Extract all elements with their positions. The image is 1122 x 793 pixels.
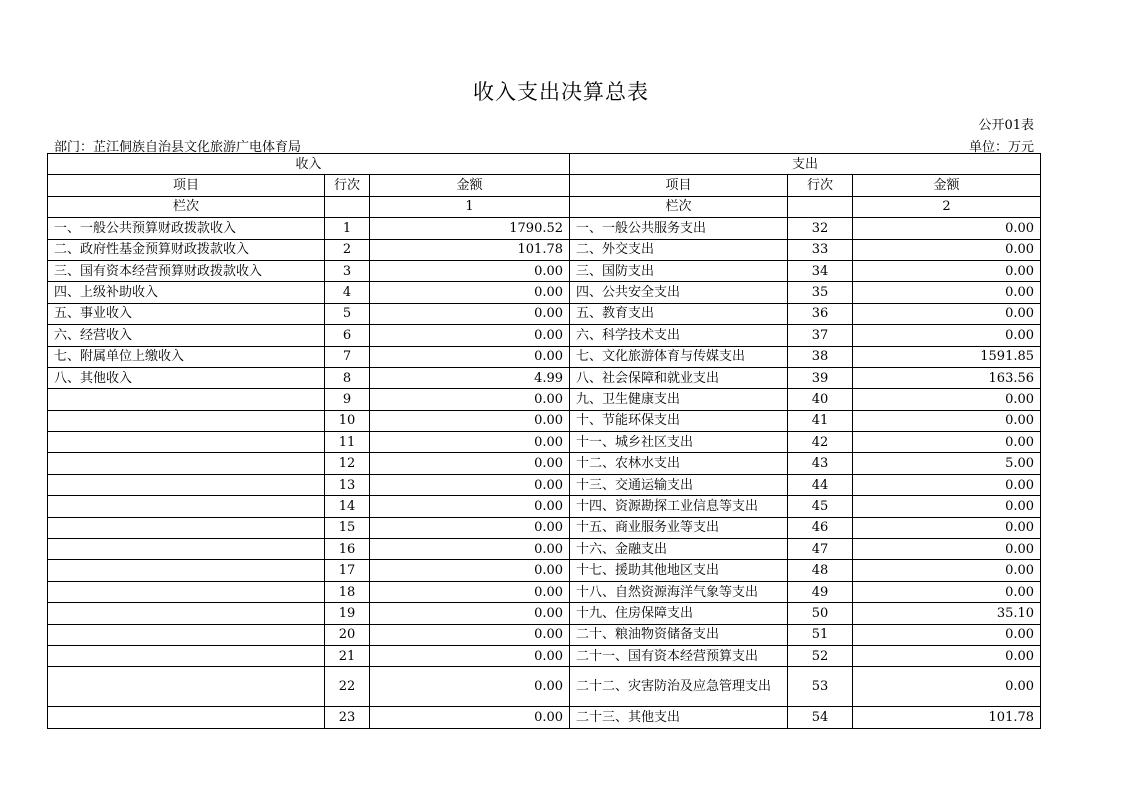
income-amount-cell: 0.00 bbox=[370, 624, 570, 645]
income-item-header: 项目 bbox=[48, 175, 325, 196]
income-line-cell: 15 bbox=[325, 517, 370, 538]
expense-line-cell: 39 bbox=[788, 367, 853, 388]
income-item-cell bbox=[48, 474, 325, 495]
income-line-cell: 12 bbox=[325, 453, 370, 474]
expense-item-cell: 五、教育支出 bbox=[570, 303, 788, 324]
expense-line-cell: 36 bbox=[788, 303, 853, 324]
expense-amount-cell: 0.00 bbox=[853, 474, 1041, 495]
expense-amount-header: 金额 bbox=[853, 175, 1041, 196]
expense-section-header: 支出 bbox=[570, 154, 1041, 175]
expense-amount-cell: 0.00 bbox=[853, 539, 1041, 560]
expense-item-cell: 二十三、其他支出 bbox=[570, 707, 788, 728]
table-row bbox=[48, 432, 1041, 453]
income-item-cell: 四、上级补助收入 bbox=[48, 282, 325, 303]
expense-item-cell: 二十、粮油物资储备支出 bbox=[570, 624, 788, 645]
income-line-cell: 13 bbox=[325, 474, 370, 495]
table-row bbox=[48, 260, 1041, 281]
income-amount-cell: 0.00 bbox=[370, 603, 570, 624]
expense-item-cell: 十六、金融支出 bbox=[570, 539, 788, 560]
expense-amount-cell: 0.00 bbox=[853, 517, 1041, 538]
income-item-cell bbox=[48, 624, 325, 645]
table-row bbox=[48, 346, 1041, 367]
expense-item-cell: 六、科学技术支出 bbox=[570, 325, 788, 346]
income-line-header: 行次 bbox=[325, 175, 370, 196]
expense-amount-cell: 163.56 bbox=[853, 367, 1041, 388]
income-line-cell: 4 bbox=[325, 282, 370, 303]
expense-item-cell: 十一、城乡社区支出 bbox=[570, 432, 788, 453]
income-line-cell: 2 bbox=[325, 239, 370, 260]
form-number: 公开01表 bbox=[978, 118, 1034, 133]
income-line-cell: 10 bbox=[325, 410, 370, 431]
income-amount-cell: 0.00 bbox=[370, 453, 570, 474]
expense-amount-cell: 35.10 bbox=[853, 603, 1041, 624]
expense-column-number: 2 bbox=[853, 196, 1041, 217]
income-amount-cell: 0.00 bbox=[370, 560, 570, 581]
expense-item-cell: 一、一般公共服务支出 bbox=[570, 218, 788, 239]
table-row bbox=[48, 667, 1041, 707]
income-amount-cell: 0.00 bbox=[370, 389, 570, 410]
income-item-cell bbox=[48, 389, 325, 410]
expense-item-cell: 十八、自然资源海洋气象等支出 bbox=[570, 581, 788, 602]
income-column-label: 栏次 bbox=[48, 196, 325, 217]
expense-line-cell: 33 bbox=[788, 239, 853, 260]
expense-line-cell: 54 bbox=[788, 707, 853, 728]
income-amount-cell: 4.99 bbox=[370, 367, 570, 388]
table-row bbox=[48, 282, 1041, 303]
income-amount-cell: 0.00 bbox=[370, 282, 570, 303]
expense-line-cell: 42 bbox=[788, 432, 853, 453]
expense-amount-cell: 0.00 bbox=[853, 389, 1041, 410]
income-item-cell: 七、附属单位上缴收入 bbox=[48, 346, 325, 367]
income-line-cell: 8 bbox=[325, 367, 370, 388]
income-amount-cell: 0.00 bbox=[370, 645, 570, 666]
income-amount-cell: 0.00 bbox=[370, 432, 570, 453]
table-row bbox=[48, 645, 1041, 666]
table-row bbox=[48, 389, 1041, 410]
table-row bbox=[48, 239, 1041, 260]
income-line-cell: 14 bbox=[325, 496, 370, 517]
income-item-cell bbox=[48, 496, 325, 517]
table-row bbox=[48, 410, 1041, 431]
expense-line-cell: 50 bbox=[788, 603, 853, 624]
income-item-cell: 二、政府性基金预算财政拨款收入 bbox=[48, 239, 325, 260]
income-line-cell: 23 bbox=[325, 707, 370, 728]
expense-item-cell: 八、社会保障和就业支出 bbox=[570, 367, 788, 388]
income-amount-cell: 0.00 bbox=[370, 474, 570, 495]
income-item-cell bbox=[48, 667, 325, 707]
table-row bbox=[48, 517, 1041, 538]
income-amount-cell: 0.00 bbox=[370, 539, 570, 560]
income-amount-cell: 0.00 bbox=[370, 496, 570, 517]
section-header-row bbox=[48, 154, 1041, 175]
income-line-cell: 3 bbox=[325, 260, 370, 281]
expense-item-cell: 十七、援助其他地区支出 bbox=[570, 560, 788, 581]
expense-amount-cell: 0.00 bbox=[853, 218, 1041, 239]
income-line-cell: 22 bbox=[325, 667, 370, 707]
expense-amount-cell: 0.00 bbox=[853, 432, 1041, 453]
expense-line-cell: 40 bbox=[788, 389, 853, 410]
expense-amount-cell: 1591.85 bbox=[853, 346, 1041, 367]
income-line-cell: 21 bbox=[325, 645, 370, 666]
income-line-cell: 16 bbox=[325, 539, 370, 560]
expense-amount-cell: 0.00 bbox=[853, 645, 1041, 666]
table-row bbox=[48, 325, 1041, 346]
expense-line-cell: 45 bbox=[788, 496, 853, 517]
income-amount-cell: 0.00 bbox=[370, 517, 570, 538]
income-amount-cell: 0.00 bbox=[370, 325, 570, 346]
income-item-cell bbox=[48, 453, 325, 474]
expense-line-cell: 44 bbox=[788, 474, 853, 495]
income-line-cell: 6 bbox=[325, 325, 370, 346]
income-amount-cell: 0.00 bbox=[370, 707, 570, 728]
expense-amount-cell: 0.00 bbox=[853, 239, 1041, 260]
income-item-cell bbox=[48, 560, 325, 581]
table-row bbox=[48, 539, 1041, 560]
income-amount-cell: 101.78 bbox=[370, 239, 570, 260]
expense-line-cell: 51 bbox=[788, 624, 853, 645]
expense-item-header: 项目 bbox=[570, 175, 788, 196]
expense-line-cell: 46 bbox=[788, 517, 853, 538]
expense-item-cell: 二、外交支出 bbox=[570, 239, 788, 260]
income-line-cell: 11 bbox=[325, 432, 370, 453]
income-line-cell: 20 bbox=[325, 624, 370, 645]
table-row bbox=[48, 303, 1041, 324]
income-amount-cell: 0.00 bbox=[370, 410, 570, 431]
column-header-row bbox=[48, 175, 1041, 196]
expense-line-cell: 32 bbox=[788, 218, 853, 239]
income-item-cell bbox=[48, 410, 325, 431]
table-row bbox=[48, 560, 1041, 581]
expense-line-cell: 53 bbox=[788, 667, 853, 707]
income-item-cell bbox=[48, 707, 325, 728]
expense-line-cell: 43 bbox=[788, 453, 853, 474]
income-amount-cell: 0.00 bbox=[370, 303, 570, 324]
income-item-cell: 六、经营收入 bbox=[48, 325, 325, 346]
expense-amount-cell: 0.00 bbox=[853, 410, 1041, 431]
income-amount-cell: 0.00 bbox=[370, 581, 570, 602]
expense-line-header: 行次 bbox=[788, 175, 853, 196]
income-expense-table bbox=[47, 153, 1041, 729]
table-row bbox=[48, 218, 1041, 239]
income-amount-cell: 0.00 bbox=[370, 346, 570, 367]
expense-item-cell: 四、公共安全支出 bbox=[570, 282, 788, 303]
expense-amount-cell: 101.78 bbox=[853, 707, 1041, 728]
expense-column-label: 栏次 bbox=[570, 196, 788, 217]
expense-amount-cell: 0.00 bbox=[853, 496, 1041, 517]
income-line-cell: 5 bbox=[325, 303, 370, 324]
income-line-cell: 7 bbox=[325, 346, 370, 367]
income-item-cell bbox=[48, 432, 325, 453]
expense-line-cell: 52 bbox=[788, 645, 853, 666]
income-amount-cell: 0.00 bbox=[370, 667, 570, 707]
expense-line-cell: 41 bbox=[788, 410, 853, 431]
table-row bbox=[48, 453, 1041, 474]
table-row bbox=[48, 624, 1041, 645]
table-row bbox=[48, 603, 1041, 624]
expense-line-cell: 48 bbox=[788, 560, 853, 581]
expense-line-cell: 35 bbox=[788, 282, 853, 303]
income-amount-header: 金额 bbox=[370, 175, 570, 196]
expense-line-cell: 37 bbox=[788, 325, 853, 346]
expense-amount-cell: 0.00 bbox=[853, 325, 1041, 346]
expense-item-cell: 十二、农林水支出 bbox=[570, 453, 788, 474]
income-line-cell: 18 bbox=[325, 581, 370, 602]
table-row bbox=[48, 496, 1041, 517]
income-column-number: 1 bbox=[370, 196, 570, 217]
expense-item-cell: 十三、交通运输支出 bbox=[570, 474, 788, 495]
expense-item-cell: 十九、住房保障支出 bbox=[570, 603, 788, 624]
income-line-cell: 1 bbox=[325, 218, 370, 239]
income-item-cell bbox=[48, 645, 325, 666]
expense-amount-cell: 0.00 bbox=[853, 560, 1041, 581]
expense-item-cell: 二十一、国有资本经营预算支出 bbox=[570, 645, 788, 666]
income-section-header: 收入 bbox=[48, 154, 570, 175]
table-row bbox=[48, 581, 1041, 602]
income-item-cell: 一、一般公共预算财政拨款收入 bbox=[48, 218, 325, 239]
expense-item-cell: 十五、商业服务业等支出 bbox=[570, 517, 788, 538]
expense-item-cell: 三、国防支出 bbox=[570, 260, 788, 281]
income-line-cell: 19 bbox=[325, 603, 370, 624]
income-column-line-blank bbox=[325, 196, 370, 217]
expense-item-cell: 七、文化旅游体育与传媒支出 bbox=[570, 346, 788, 367]
income-item-cell bbox=[48, 539, 325, 560]
income-item-cell bbox=[48, 581, 325, 602]
income-amount-cell: 0.00 bbox=[370, 260, 570, 281]
table-row bbox=[48, 474, 1041, 495]
expense-amount-cell: 0.00 bbox=[853, 667, 1041, 707]
income-item-cell: 八、其他收入 bbox=[48, 367, 325, 388]
department-label: 部门：芷江侗族自治县文化旅游广电体育局 bbox=[54, 140, 302, 155]
expense-line-cell: 38 bbox=[788, 346, 853, 367]
income-item-cell: 五、事业收入 bbox=[48, 303, 325, 324]
expense-column-line-blank bbox=[788, 196, 853, 217]
expense-amount-cell: 0.00 bbox=[853, 282, 1041, 303]
expense-amount-cell: 0.00 bbox=[853, 624, 1041, 645]
expense-item-cell: 九、卫生健康支出 bbox=[570, 389, 788, 410]
expense-line-cell: 47 bbox=[788, 539, 853, 560]
unit-label: 单位：万元 bbox=[968, 140, 1034, 155]
expense-item-cell: 十四、资源勘探工业信息等支出 bbox=[570, 496, 788, 517]
column-number-row bbox=[48, 196, 1041, 217]
page-title: 收入支出决算总表 bbox=[473, 80, 649, 104]
expense-line-cell: 49 bbox=[788, 581, 853, 602]
income-item-cell bbox=[48, 603, 325, 624]
income-amount-cell: 1790.52 bbox=[370, 218, 570, 239]
expense-amount-cell: 0.00 bbox=[853, 581, 1041, 602]
table-row bbox=[48, 707, 1041, 728]
expense-amount-cell: 0.00 bbox=[853, 303, 1041, 324]
income-line-cell: 17 bbox=[325, 560, 370, 581]
expense-item-cell: 十、节能环保支出 bbox=[570, 410, 788, 431]
expense-item-cell: 二十二、灾害防治及应急管理支出 bbox=[570, 667, 788, 707]
table-row bbox=[48, 367, 1041, 388]
expense-amount-cell: 5.00 bbox=[853, 453, 1041, 474]
expense-line-cell: 34 bbox=[788, 260, 853, 281]
income-item-cell: 三、国有资本经营预算财政拨款收入 bbox=[48, 260, 325, 281]
income-item-cell bbox=[48, 517, 325, 538]
expense-amount-cell: 0.00 bbox=[853, 260, 1041, 281]
income-line-cell: 9 bbox=[325, 389, 370, 410]
